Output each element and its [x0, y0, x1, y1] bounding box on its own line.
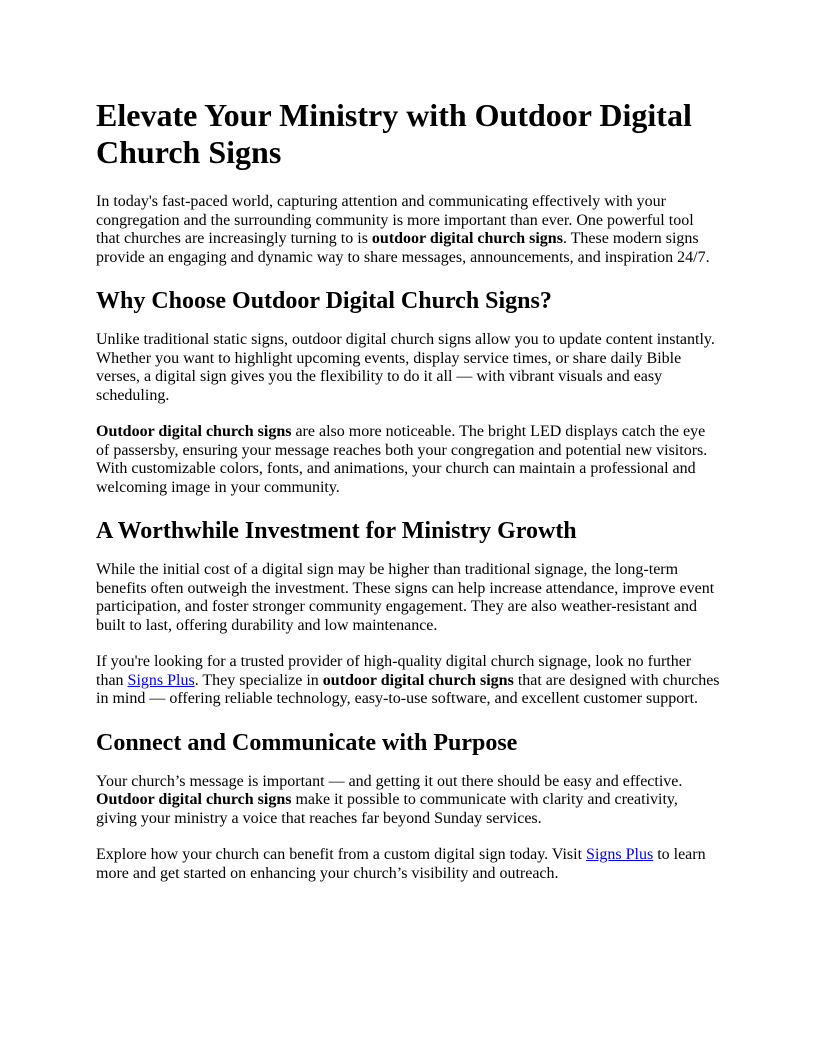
section3-text-1: Your church’s message is important — and getting it out there should be easy and effective. [96, 772, 683, 790]
section-heading-connect: Connect and Communicate with Purpose [96, 729, 518, 756]
section1-paragraph-2 [96, 423, 720, 497]
section2-bold-keyword: outdoor digital church signs [322, 671, 514, 689]
section3-text-2: make it possible to communicate with clarity and creativity, giving your ministry a voice that reaches far beyond Sunday services. [96, 791, 678, 827]
intro-text-1: In today's fast-paced world, capturing attention and communicating effectively with your congregation and the surrounding community is more important than ever. One powerful tool that churches are increasingly turning to is [96, 193, 694, 247]
signs-plus-link[interactable]: Signs Plus [127, 671, 195, 689]
section1-paragraph-1: Unlike traditional static signs, outdoor digital church signs allow you to update content instantly. Whether you want to highlight upcoming events, display service times, or share daily Bible verses, a digital sign gives you the flexibility to do it all — with vibrant visuals and easy scheduling. [96, 331, 715, 404]
section1-paragraph-2-text: are also more noticeable. The bright LED displays catch the eye of passersby, ensuring your message reaches both your congregation and potential new visitors. With customizable colors, fonts, and animations, your church can maintain a professional and welcoming image in your community. [96, 423, 708, 496]
section3-paragraph-1 [96, 773, 720, 829]
section3-bold-keyword: Outdoor digital church signs [96, 791, 292, 808]
section3-p2-text-1: Explore how your church can benefit from a custom digital sign today. Visit [96, 846, 587, 863]
section2-text-1: If you're looking for a trusted provider of high-quality digital church signage, look no further than [96, 653, 692, 689]
document-page [96, 97, 720, 901]
intro-paragraph [96, 193, 720, 267]
section2-paragraph-1: While the initial cost of a digital sign may be higher than traditional signage, the long-term benefits often outweigh the investment. These signs can help increase attendance, improve event participation, and foster stronger community engagement. They are also weather-resistant and built to last, offering durability and low maintenance. [96, 561, 715, 634]
intro-text-2: . These modern signs provide an engaging and dynamic way to share messages, announcements, and inspiration 24/7. [96, 230, 710, 266]
section2-text-3: that are designed with churches in mind — offering reliable technology, easy-to-use software, and excellent customer support. [96, 671, 720, 707]
intro-bold-keyword: outdoor digital church signs [371, 230, 563, 247]
signs-plus-link-footer[interactable]: Signs Plus [586, 846, 654, 863]
page-title: Elevate Your Ministry with Outdoor Digital Church Signs [96, 97, 692, 170]
section-heading-investment: A Worthwhile Investment for Ministry Growth [96, 518, 577, 544]
section3-paragraph-2 [96, 846, 720, 883]
section1-bold-keyword: Outdoor digital church signs [96, 423, 292, 440]
section2-text-2: . They specialize in [194, 671, 323, 689]
section2-paragraph-2 [96, 653, 720, 709]
section-heading-why-choose: Why Choose Outdoor Digital Church Signs? [96, 288, 552, 314]
section3-p2-text-2: to learn more and get started on enhancing your church’s visibility and outreach. [96, 846, 706, 882]
